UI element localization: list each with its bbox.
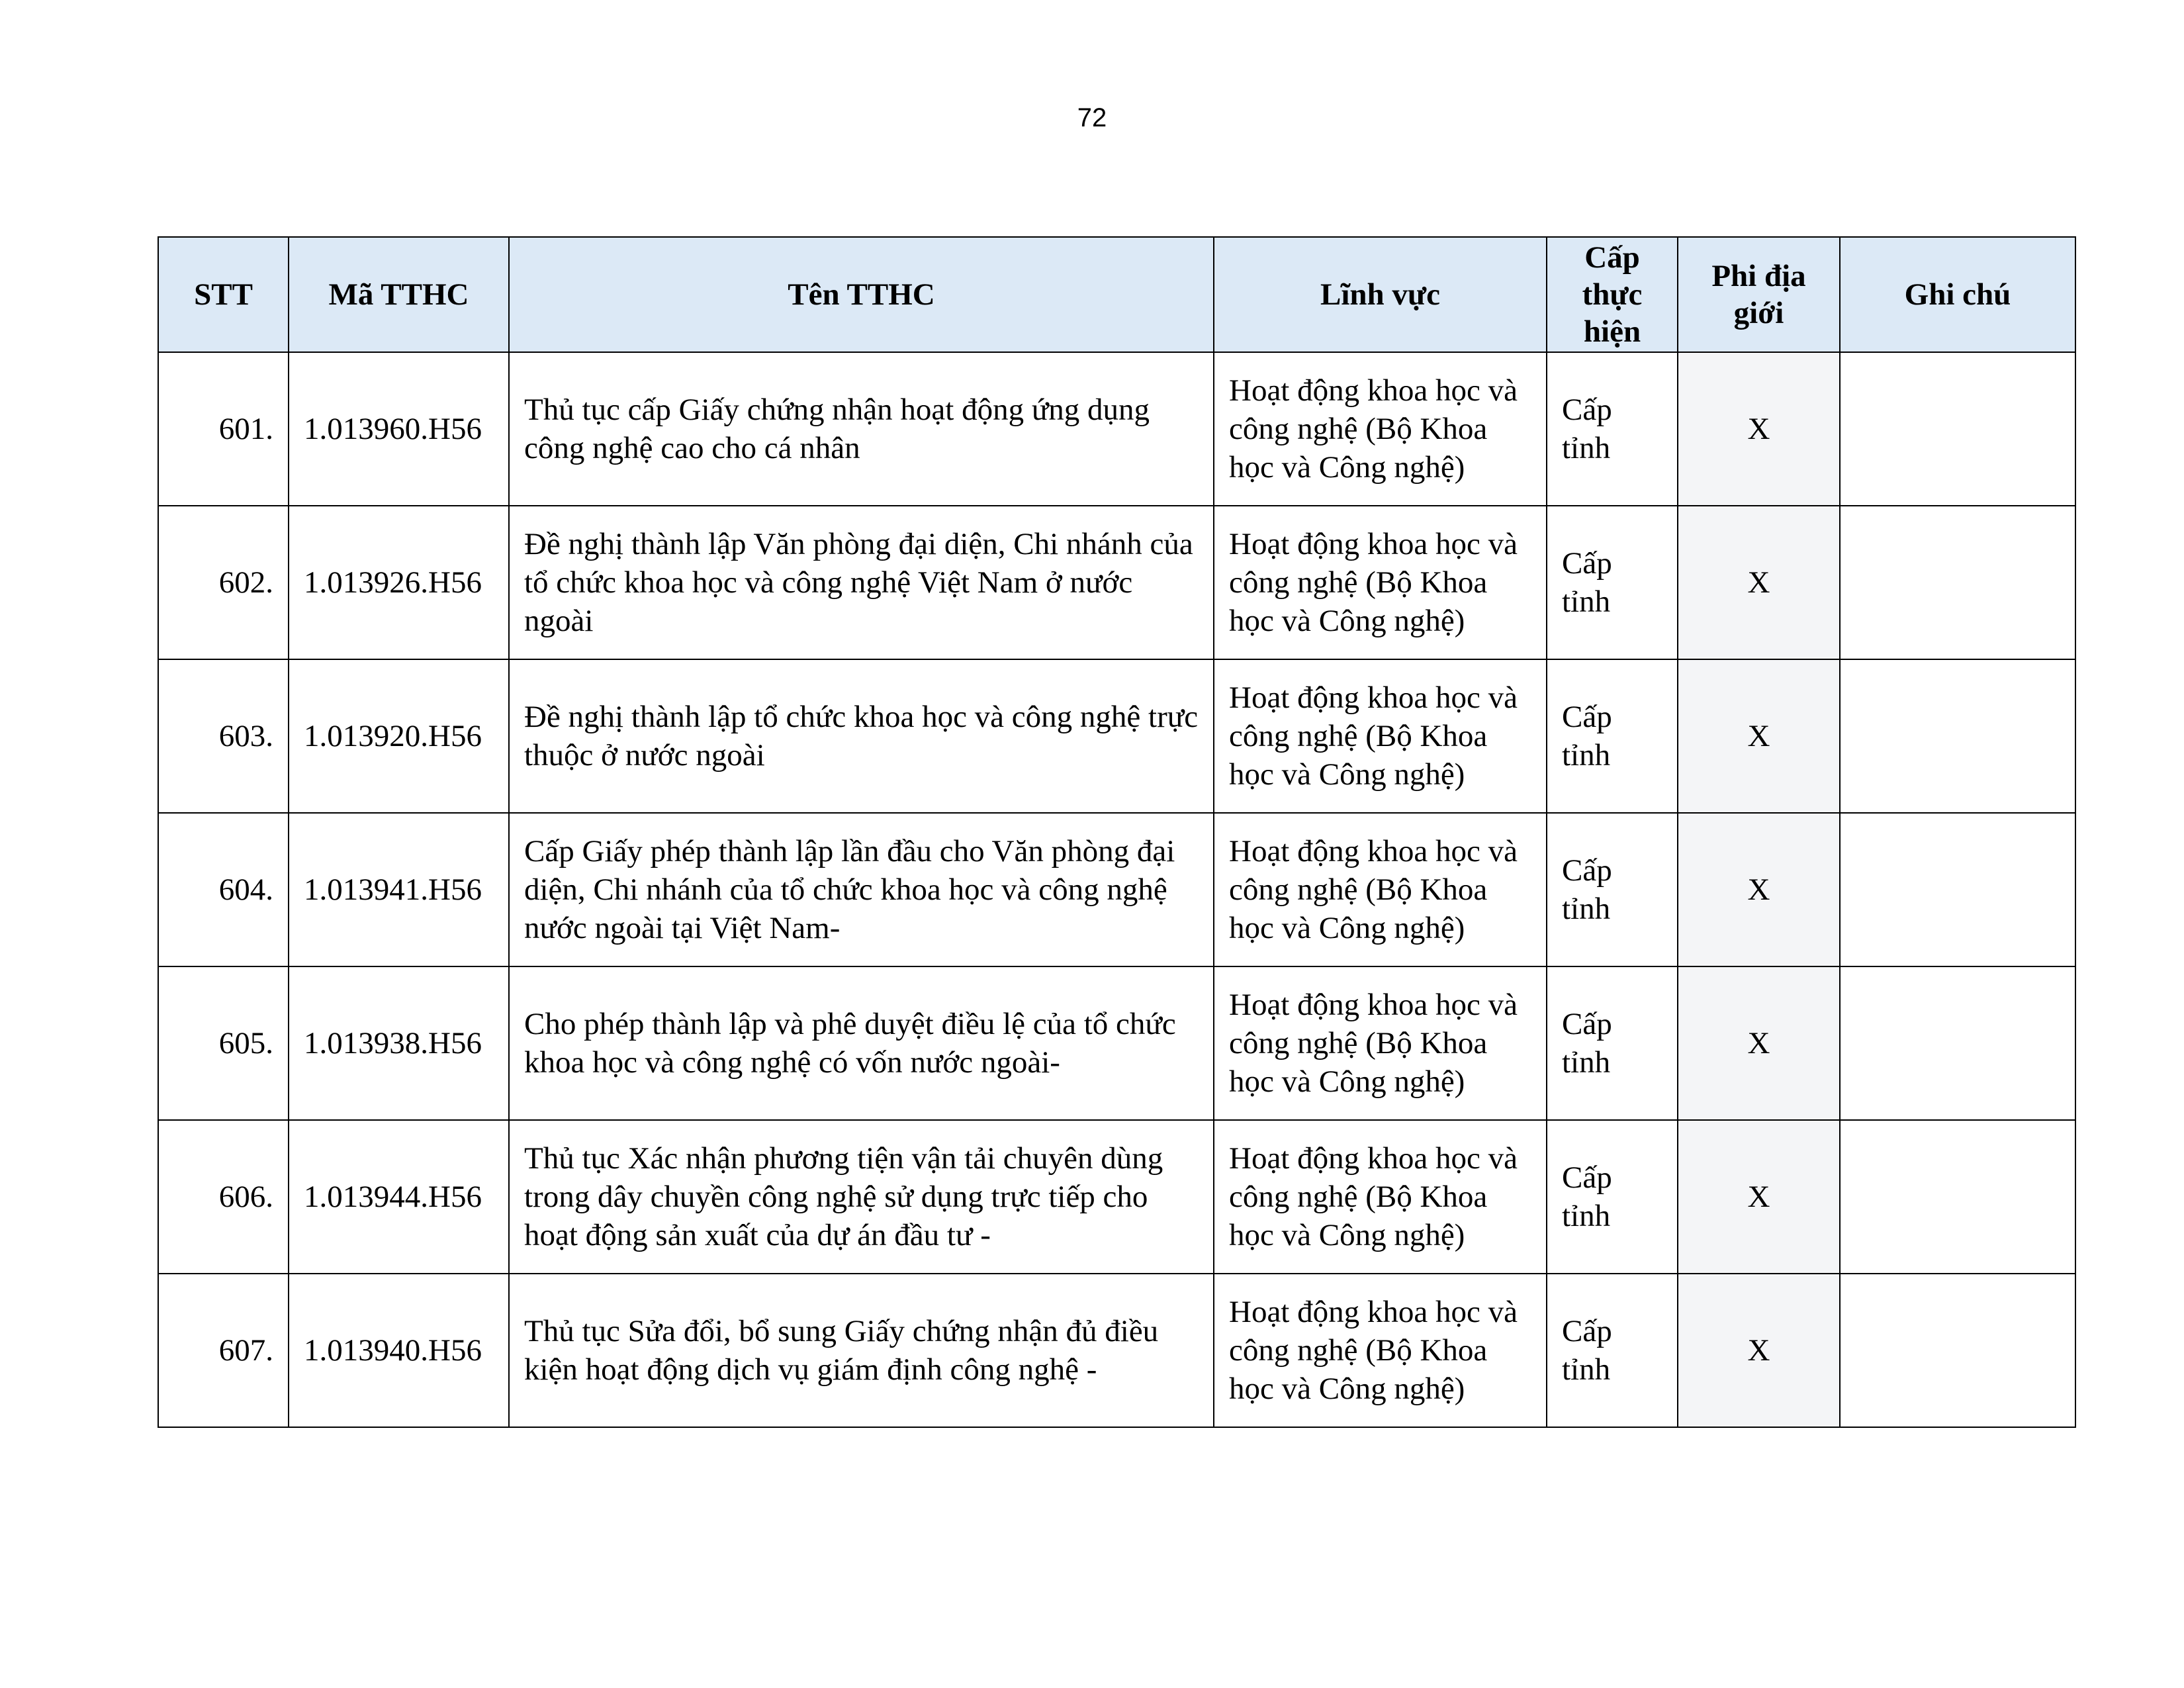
header-ghi-chu: Ghi chú bbox=[1840, 237, 2075, 352]
table-row bbox=[158, 1120, 2075, 1274]
cell-ten-tthc: Đề nghị thành lập Văn phòng đại diện, Chi nhánh của tổ chức khoa học và công nghệ Việt Nam ở nước ngoài bbox=[509, 506, 1214, 659]
table-row bbox=[158, 813, 2075, 966]
cell-linh-vuc: Hoạt động khoa học và công nghệ (Bộ Khoa học và Công nghệ) bbox=[1214, 813, 1547, 966]
cell-phi-dia-gioi: X bbox=[1678, 966, 1840, 1120]
cell-ten-tthc: Đề nghị thành lập tổ chức khoa học và công nghệ trực thuộc ở nước ngoài bbox=[509, 659, 1214, 813]
cell-ma-tthc: 1.013941.H56 bbox=[289, 813, 509, 966]
cell-ma-tthc: 1.013938.H56 bbox=[289, 966, 509, 1120]
cell-ghi-chu bbox=[1840, 1120, 2075, 1274]
cell-stt: 601. bbox=[158, 352, 289, 506]
header-cap-thuc-hien: Cấp thực hiện bbox=[1547, 237, 1678, 352]
cell-stt: 605. bbox=[158, 966, 289, 1120]
cell-ghi-chu bbox=[1840, 352, 2075, 506]
cell-linh-vuc: Hoạt động khoa học và công nghệ (Bộ Khoa học và Công nghệ) bbox=[1214, 352, 1547, 506]
cell-phi-dia-gioi: X bbox=[1678, 352, 1840, 506]
header-linh-vuc: Lĩnh vực bbox=[1214, 237, 1547, 352]
cell-phi-dia-gioi: X bbox=[1678, 1274, 1840, 1427]
cell-stt: 602. bbox=[158, 506, 289, 659]
cell-cap-thuc-hien: Cấp tỉnh bbox=[1547, 506, 1678, 659]
cell-linh-vuc: Hoạt động khoa học và công nghệ (Bộ Khoa học và Công nghệ) bbox=[1214, 659, 1547, 813]
table-row bbox=[158, 659, 2075, 813]
cell-stt: 603. bbox=[158, 659, 289, 813]
cell-ghi-chu bbox=[1840, 813, 2075, 966]
cell-cap-thuc-hien: Cấp tỉnh bbox=[1547, 352, 1678, 506]
cell-cap-thuc-hien: Cấp tỉnh bbox=[1547, 1120, 1678, 1274]
header-phi-dia-gioi: Phi địa giới bbox=[1678, 237, 1840, 352]
cell-cap-thuc-hien: Cấp tỉnh bbox=[1547, 659, 1678, 813]
cell-ten-tthc: Thủ tục Xác nhận phương tiện vận tải chuyên dùng trong dây chuyền công nghệ sử dụng trực tiếp cho hoạt động sản xuất của dự án đầu tư - bbox=[509, 1120, 1214, 1274]
cell-linh-vuc: Hoạt động khoa học và công nghệ (Bộ Khoa học và Công nghệ) bbox=[1214, 966, 1547, 1120]
cell-ten-tthc: Thủ tục cấp Giấy chứng nhận hoạt động ứng dụng công nghệ cao cho cá nhân bbox=[509, 352, 1214, 506]
table-row bbox=[158, 506, 2075, 659]
cell-stt: 604. bbox=[158, 813, 289, 966]
cell-ma-tthc: 1.013926.H56 bbox=[289, 506, 509, 659]
cell-stt: 607. bbox=[158, 1274, 289, 1427]
table-header-row bbox=[158, 237, 2075, 352]
cell-ma-tthc: 1.013944.H56 bbox=[289, 1120, 509, 1274]
header-ten-tthc: Tên TTHC bbox=[509, 237, 1214, 352]
page-number: 72 bbox=[1077, 103, 1107, 132]
header-stt: STT bbox=[158, 237, 289, 352]
cell-phi-dia-gioi: X bbox=[1678, 1120, 1840, 1274]
cell-cap-thuc-hien: Cấp tỉnh bbox=[1547, 966, 1678, 1120]
table-row bbox=[158, 1274, 2075, 1427]
cell-linh-vuc: Hoạt động khoa học và công nghệ (Bộ Khoa học và Công nghệ) bbox=[1214, 506, 1547, 659]
table-row bbox=[158, 352, 2075, 506]
cell-linh-vuc: Hoạt động khoa học và công nghệ (Bộ Khoa học và Công nghệ) bbox=[1214, 1274, 1547, 1427]
cell-stt: 606. bbox=[158, 1120, 289, 1274]
procedures-table bbox=[158, 236, 2076, 1428]
cell-ma-tthc: 1.013920.H56 bbox=[289, 659, 509, 813]
cell-ghi-chu bbox=[1840, 659, 2075, 813]
cell-cap-thuc-hien: Cấp tỉnh bbox=[1547, 1274, 1678, 1427]
cell-ten-tthc: Thủ tục Sửa đổi, bổ sung Giấy chứng nhận đủ điều kiện hoạt động dịch vụ giám định công nghệ - bbox=[509, 1274, 1214, 1427]
cell-ghi-chu bbox=[1840, 966, 2075, 1120]
cell-phi-dia-gioi: X bbox=[1678, 506, 1840, 659]
table-row bbox=[158, 966, 2075, 1120]
cell-linh-vuc: Hoạt động khoa học và công nghệ (Bộ Khoa học và Công nghệ) bbox=[1214, 1120, 1547, 1274]
cell-cap-thuc-hien: Cấp tỉnh bbox=[1547, 813, 1678, 966]
cell-ghi-chu bbox=[1840, 506, 2075, 659]
cell-phi-dia-gioi: X bbox=[1678, 813, 1840, 966]
cell-phi-dia-gioi: X bbox=[1678, 659, 1840, 813]
cell-ten-tthc: Cấp Giấy phép thành lập lần đầu cho Văn phòng đại diện, Chi nhánh của tổ chức khoa học và công nghệ nước ngoài tại Việt Nam- bbox=[509, 813, 1214, 966]
cell-ten-tthc: Cho phép thành lập và phê duyệt điều lệ của tổ chức khoa học và công nghệ có vốn nước ngoài- bbox=[509, 966, 1214, 1120]
cell-ma-tthc: 1.013940.H56 bbox=[289, 1274, 509, 1427]
cell-ma-tthc: 1.013960.H56 bbox=[289, 352, 509, 506]
cell-ghi-chu bbox=[1840, 1274, 2075, 1427]
header-ma-tthc: Mã TTHC bbox=[289, 237, 509, 352]
